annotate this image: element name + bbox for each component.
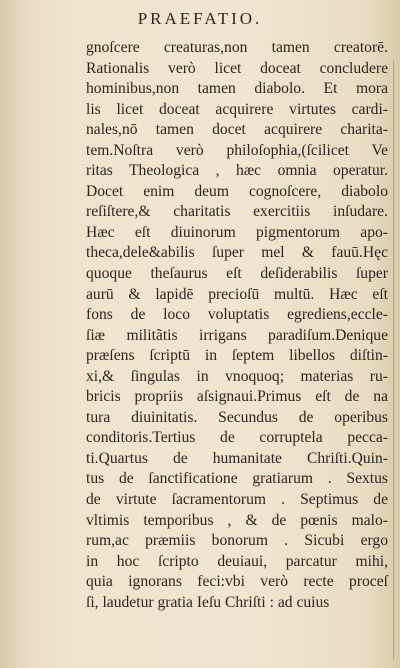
text-line: vltimis temporibus , & de pœnis malo- <box>86 511 388 529</box>
text-line: reſiſtere,& charitatis exercitiis inſudare. <box>86 203 388 221</box>
text-line: ti.Quartus de humanitate Chriſti.Quin- <box>86 449 388 467</box>
text-line: ſiæ militãtis irrigans paradiſum.Denique <box>86 326 388 344</box>
text-line: tem.Noſtra verò philoſophia,(ſcilicet Ve <box>86 141 388 159</box>
text-line: conditoris.Tertius de corruptela pecca- <box>86 429 388 447</box>
text-line: theca,dele&abilis ſuper mel & fauū.Hęc <box>86 244 388 262</box>
text-line: quia ignorans feci:vbi verò recte proceſ <box>86 573 388 591</box>
text-line: rum,ac præmiis bonorum . Sicubi ergo <box>86 532 388 550</box>
text-line: nales,nō tamen docet acquirere charita- <box>86 121 388 139</box>
text-line: tus de ſanctificatione gratiarum . Sextus <box>86 470 388 488</box>
page-edge-rule <box>393 60 394 660</box>
text-line: præſens ſcriptū in ſeptem libellos diſtin- <box>86 347 388 365</box>
running-head: PRAEFATIO. <box>137 9 263 28</box>
text-line: ritas Theologica , hæc omnia operatur. <box>86 162 388 180</box>
text-line: fons de loco voluptatis egrediens,eccle- <box>86 306 388 324</box>
text-line: hominibus,non tamen diabolo. Et mora <box>86 80 388 98</box>
text-line: quoque theſaurus eſt deſiderabilis ſuper <box>86 265 388 283</box>
text-line: Docet enim deum cognoſcere, diabolo <box>86 182 388 200</box>
body-text <box>86 38 388 613</box>
text-line: Hæc eſt diuinorum pigmentorum apo- <box>86 223 388 241</box>
text-line: Rationalis verò licet doceat concludere <box>86 59 388 77</box>
text-line: tura diuinitatis. Secundus de operibus <box>86 408 388 426</box>
text-line: gnoſcere creaturas,non tamen creatorē. <box>86 39 388 56</box>
text-line: aurū & lapidē precioſū multū. Hæc eſt <box>86 285 388 303</box>
text-line: bricis propriis aſsignaui.Primus eſt de na <box>86 388 388 406</box>
text-line: in hoc ſcripto deuiaui, parcatur mihi, <box>86 552 388 570</box>
text-line: lis licet doceat acquirere virtutes cardi- <box>86 100 388 118</box>
text-line: de virtute ſacramentorum . Septimus de <box>86 491 388 509</box>
text-line: xi,& ſingulas in vnoquoq; materias ru- <box>86 367 388 385</box>
gutter-shadow <box>0 0 30 668</box>
text-line: ſi, laudetur gratia Ieſu Chriſti : ad cuius <box>86 593 330 611</box>
